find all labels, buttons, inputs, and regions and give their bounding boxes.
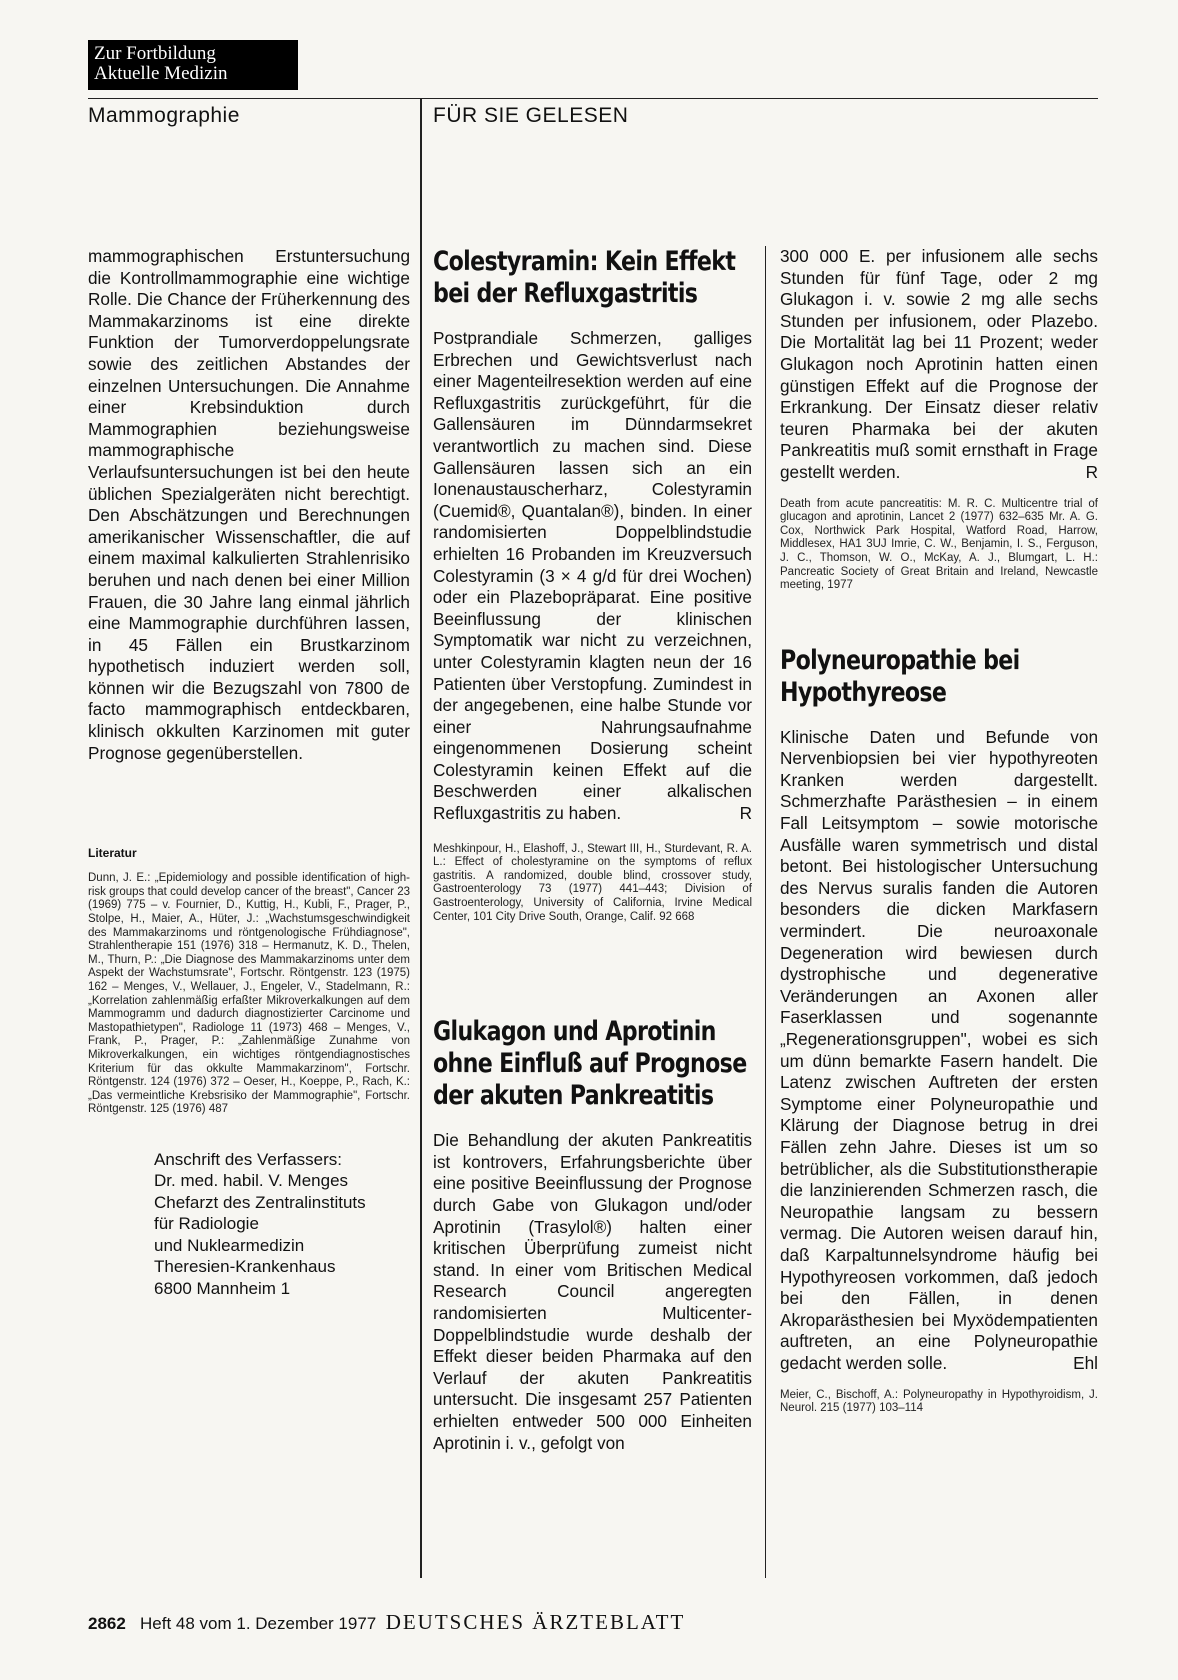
- glukagon-reference: Death from acute pancreatitis: M. R. C. Multicentre trial of glucagon and aprotinin, Lancet 2 (1977) 632–635 Mr. A. G. Cox, Northwick Park Hospital, Watford Road, Harrow, Middlesex, HA1 3UJ Imrie, C. W., Benjamin, I. S., Ferguson, J. C., Thomson, W. O., McKay, A. J., Blumgart, L. H.: Pancreatic Society of Great Britain and Ireland, Newcastle meeting, 1977: [780, 497, 1098, 592]
- polyneuropathie-reference: Meier, C., Bischoff, A.: Polyneuropathy in Hypothyroidism, J. Neurol. 215 (1977) 103–114: [780, 1388, 1098, 1415]
- magazine-title: DEUTSCHES ÄRZTEBLATT: [385, 1610, 686, 1634]
- colestyramin-reference: Meshkinpour, H., Elashoff, J., Stewart III, H., Sturdevant, R. A. L.: Effect of cholestyramine on the symptoms of reflux gastritis. A randomized, double blind, crossover study, Gastroenterology 73 (1977) 441–443; Division of Gastroenterology, University of California, Irvine Medical Center, 101 City Drive South, Orange, Calif. 92 668: [433, 842, 752, 923]
- address-line: Anschrift des Verfassers:: [154, 1149, 343, 1169]
- column-left: [88, 246, 410, 1299]
- column-divider-right: [765, 246, 766, 1578]
- page-footer: [88, 1610, 685, 1635]
- address-line: Chefarzt des Zentralinstituts: [154, 1192, 366, 1212]
- colestyramin-text: Postprandiale Schmerzen, galliges Erbrechen und Gewichtsverlust nach einer Magenteilresektion werden auf eine Refluxgastritis zurückgeführt, für die Gallensäuren im Dünndarmsekret verantwortlich zu machen sind. Diese Gallensäuren lassen sich an ein Ionenaustauscherharz, Colestyramin (Cuemid®, Quantalan®), binden. In einer randomisierten Doppelblindstudie erhielten 16 Probanden im Kreuzversuch Colestyramin (3 × 4 g/d für drei Wochen) oder ein Plazebopräparat. Eine positive Beeinflussung der klinischen Symptomatik war nicht zu verzeichnen, unter Colestyramin klagten neun der 16 Patienten über Verstopfung. Zumindest in der angegebenen, eine halbe Stunde vor einer Nahrungsaufnahme eingenommenen Dosierung scheint Colestyramin keinen Effekt auf die Beschwerden einer alkalischen Refluxgastritis zu haben.: [433, 328, 752, 824]
- polyneuropathie-text: Klinische Daten und Befunde von Nervenbiopsien bei vier hypothyreoten Kranken werden dargestellt. Schmerzhafte Parästhesien – in einem Fall Leitsymptom – sowie motorische Ausfälle waren symmetrisch und distal betont. Bei histologischer Untersuchung des Nervus suralis fanden die Autoren besonders die dicken Markfasern vermindert. Die neuroaxonale Degeneration wird bewiesen durch dystrophische und degenerative Veränderungen an Axonen aller Faserklassen und sogenannte „Regenerationsgruppen", wobei es sich um dünn bemarkte Fasern handelt. Die Latenz zwischen Auftreten der ersten Symptome einer Polyneuropathie und Klärung der Diagnose betrug in drei Fällen zehn Jahre. Dieses ist um so betrüblicher, als die Substitutionstherapie die lanzinierenden Schmerzen rasch, die Neuropathie langsam zu bessern vermag. Die Autoren weisen darauf hin, daß Karpaltunnelsyndrome häufig bei Hypothyreosen vorkommen, daß jedoch bei den Fällen, in denen Akroparästhesien bei Myxödempatienten auftreten, an eine Polyneuropathie gedacht werden solle.: [780, 726, 1098, 1373]
- colestyramin-title: Colestyramin: Kein Effekt bei der Refluxgastritis: [433, 246, 736, 309]
- address-line: 6800 Mannheim 1: [154, 1278, 291, 1298]
- mammographie-body: mammographischen Erstuntersuchung die Kontrollmammographie eine wichtige Rolle. Die Chance der Früherkennung des Mammakarzinoms ist eine direkte Funktion der Tumorverdoppelungsrate sowie des zeitlichen Abstandes der einzelnen Untersuchungen. Die Annahme einer Krebsinduktion durch Mammographien beziehungsweise mammographische Verlaufsuntersuchungen ist bei den heute üblichen Spezialgeräten nicht berechtigt. Den Abschätzungen und Berechnungen amerikanischer Wissenschaftler, die auf einem maximal kalkulierten Strahlenrisiko beruhen und nach denen bei einer Million Frauen, die 30 Jahre lang einmal jährlich eine Mammographie durchführen lassen, in 45 Fällen ein Brustkarzinom hypothetisch induziert werden soll, können wir die Bezugszahl von 7800 de facto mammographisch entdeckbaren, klinisch okkulten Karzinomen mit guter Prognose gegenüberstellen.: [88, 246, 410, 763]
- colestyramin-body: [433, 328, 752, 825]
- polyneuropathie-signature: Ehl: [1073, 1352, 1098, 1373]
- polyneuropathie-title: Polyneuropathie bei Hypothyreose: [780, 644, 1020, 708]
- column-divider-main: [420, 98, 422, 1578]
- column-middle: [433, 246, 752, 1454]
- literature-heading: Literatur: [88, 846, 137, 861]
- address-line: und Nuklearmedizin: [154, 1235, 305, 1255]
- author-address: [154, 1149, 410, 1300]
- glukagon-title: Glukagon und Aprotinin ohne Einfluß auf Prognose der akuten Pankreatitis: [433, 1016, 747, 1112]
- issue-info: Heft 48 vom 1. Dezember 1977: [140, 1614, 377, 1633]
- literature-list: Dunn, J. E.: „Epidemiology and possible identification of high-risk groups that could develop cancer of the breast", Cancer 23 (1969) 775 – v. Fournier, D., Kuttig, H., Kubli, F., Prager, P., Stolpe, H., Maier, A., Hüter, J.: „Wachstumsgeschwindigkeit des Mammakarzinoms und röntgenologische Frühdiagnose", Strahlentherapie 151 (1976) 318 – Hermanutz, K. D., Thelen, M., Thurn, P.: „Die Diagnose des Mammakarzinoms unter dem Aspekt der Wachstumsrate", Fortschr. Röntgenstr. 123 (1975) 162 – Menges, V., Wellauer, J., Engeler, V., Stadelmann, R.: „Korrelation zahlenmäßig erfaßter Mikroverkalkungen auf dem Mammogramm und dadurch diagnostizierter Carcinome und Mastopathietypen", Radiologe 11 (1973) 468 – Menges, V., Frank, P., Prager, P.: „Zahlenmäßige Zunahme von Mikroverkalkungen, ein wichtiges röntgendiagnostisches Kriterium für das okkulte Mammakarzinom", Fortschr. Röntgenstr. 124 (1976) 372 – Oeser, H., Koeppe, P., Rach, K.: „Das vermeintliche Krebsrisiko der Mammographie", Fortschr. Röntgenstr. 125 (1976) 487: [88, 872, 410, 1116]
- badge-line-2: Aktuelle Medizin: [94, 63, 228, 84]
- section-right-title: FÜR SIE GELESEN: [433, 104, 629, 127]
- badge-line-1: Zur Fortbildung: [94, 43, 216, 64]
- polyneuropathie-body: [780, 727, 1098, 1375]
- colestyramin-signature: R: [739, 803, 752, 824]
- column-right: [780, 246, 1098, 1416]
- address-line: Theresien-Krankenhaus: [154, 1257, 336, 1277]
- glukagon-body: Die Behandlung der akuten Pankreatitis ist kontrovers, Erfahrungsberichte über eine positive Beeinflussung der Prognose durch Gabe von Glukagon und/oder Aprotinin (Trasylol®) halten einer kritischen Überprüfung zumeist nicht stand. In einer vom Britischen Medical Research Council angeregten randomisierten Multicenter-Doppelblindstudie wurde deshalb der Effekt dieser beiden Pharmaka auf den Verlauf der akuten Pankreatitis untersucht. Die insgesamt 257 Patienten erhielten entweder 500 000 Einheiten Aprotinin i. v., gefolgt von: [433, 1130, 752, 1453]
- section-left-title: Mammographie: [88, 104, 240, 127]
- glukagon-body-continued: [780, 246, 1098, 484]
- header-rule: [88, 98, 1098, 99]
- glukagon-signature: R: [1085, 461, 1098, 482]
- glukagon-continued-text: 300 000 E. per infusionem alle sechs Stunden für fünf Tage, oder 2 mg Glukagon i. v. sowie 2 mg alle sechs Stunden per infusionem, oder Plazebo. Die Mortalität lag bei 11 Prozent; weder Glukagon noch Aprotinin hatten einen günstigen Effekt auf die Prognose der Erkrankung. Der Einsatz dieser relativ teuren Pharmaka bei der akuten Pankreatitis muß somit ernsthaft in Frage gestellt werden.: [780, 246, 1098, 482]
- address-line: für Radiologie: [154, 1214, 259, 1234]
- page-number: 2862: [88, 1614, 126, 1633]
- address-line: Dr. med. habil. V. Menges: [154, 1171, 349, 1191]
- section-badge: [88, 40, 298, 90]
